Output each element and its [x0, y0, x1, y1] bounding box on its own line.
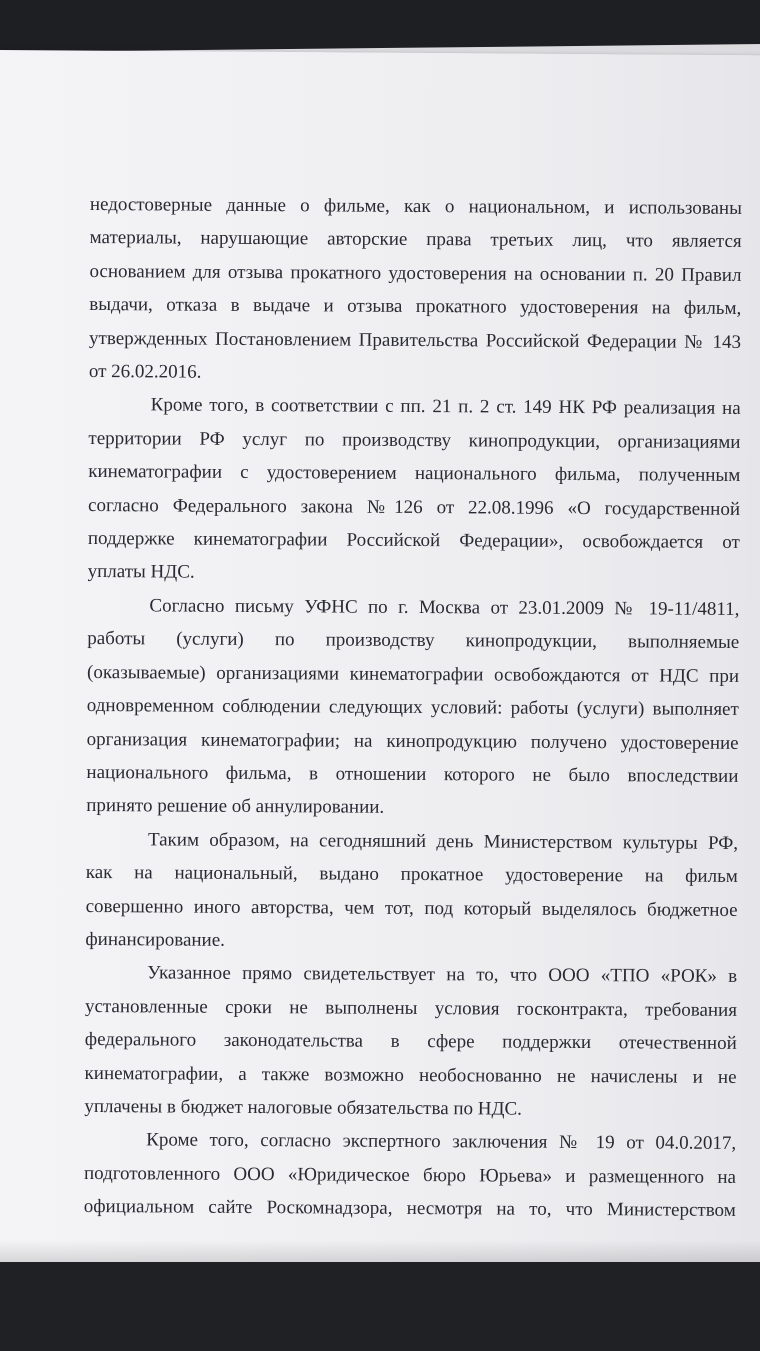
text-line: Указанное прямо свидетельствует на то, что ООО «ТПО «РОК» в — [147, 962, 738, 988]
text-line: финансирование. — [85, 928, 226, 951]
text-line: недостоверные данные о фильме, как о национальном, и использованы — [89, 193, 742, 219]
text-line: Кроме того, согласно экспертного заключения № 19 от 04.0.2017, — [146, 1129, 737, 1155]
text-line: Согласно письму УФНС по г. Москва от 23.01.2009 № 19-11/4811, — [149, 595, 740, 620]
text-line: подготовленного ООО «Юридическое бюро Юрьева» и размещенного на — [83, 1162, 737, 1188]
text-line: работы (услуги) по производству кинопродукции, выполняемые — [87, 628, 740, 654]
text-line: кинематографии, а также возможно необоснованно не начислены и не — [84, 1062, 737, 1088]
text-line: Кроме того, в соответствии с пп. 21 п. 2 ст. 149 НК РФ реализация на — [150, 394, 741, 420]
page-bottom-shadow — [0, 1240, 760, 1262]
text-line: уплаты НДС. — [87, 561, 195, 584]
text-line: согласно Федерального закона №126 от 22.08.1996 «О государственной — [87, 494, 741, 520]
text-line: от 26.02.2016. — [88, 361, 202, 383]
text-line: (оказываемые) организациями кинематографии освобождаются от НДС при — [86, 661, 740, 687]
text-line: поддержке кинематографии Российской Федерации», освобождается от — [87, 528, 740, 554]
text-line: основанием для отзыва прокатного удостоверения на основании п. 20 Правил — [89, 260, 742, 286]
text-line: кинематографии с удостоверением национального фильма, полученным — [88, 461, 741, 487]
text-line: национального фильма, в отношении которого не было впоследствии — [86, 761, 739, 787]
text-line: принято решение об аннулировании. — [86, 795, 385, 819]
text-line: как на национальный, выдано прокатное удостоверение на фильм — [85, 862, 738, 888]
document-body — [84, 188, 742, 1228]
text-line: утвержденных Постановлением Правительства Российской Федерации № 143 — [89, 327, 742, 353]
text-line: уплачены в бюджет налоговые обязательства по НДС. — [84, 1095, 523, 1120]
text-line: территории РФ услуг по производству кинопродукции, организациями — [88, 427, 741, 453]
desk-background-bottom — [0, 1262, 760, 1351]
text-line: совершенно иного авторства, чем тот, под который выделялось бюджетное — [85, 895, 738, 921]
text-line: выдачи, отказа в выдаче и отзыва прокатного удостоверения на фильм, — [89, 294, 742, 320]
text-line: материалы, нарушающие авторские права третьих лиц, что является — [89, 227, 742, 253]
text-line: федерального законодательства в сфере поддержки отечественной — [84, 1029, 737, 1055]
text-line: одновременном соблюдении следующих условий: работы (услуги) выполняет — [86, 695, 739, 721]
text-line: Таким образом, на сегодняшний день Министерством культуры РФ, — [147, 829, 739, 854]
text-line: организация кинематографии; на кинопродукцию получено удостоверение — [86, 728, 739, 754]
text-line: установленные сроки не выполнены условия госконтракта, требования — [84, 995, 738, 1021]
text-line: официальном сайте Роскомнадзора, несмотря на то, что Министерством — [83, 1196, 736, 1222]
